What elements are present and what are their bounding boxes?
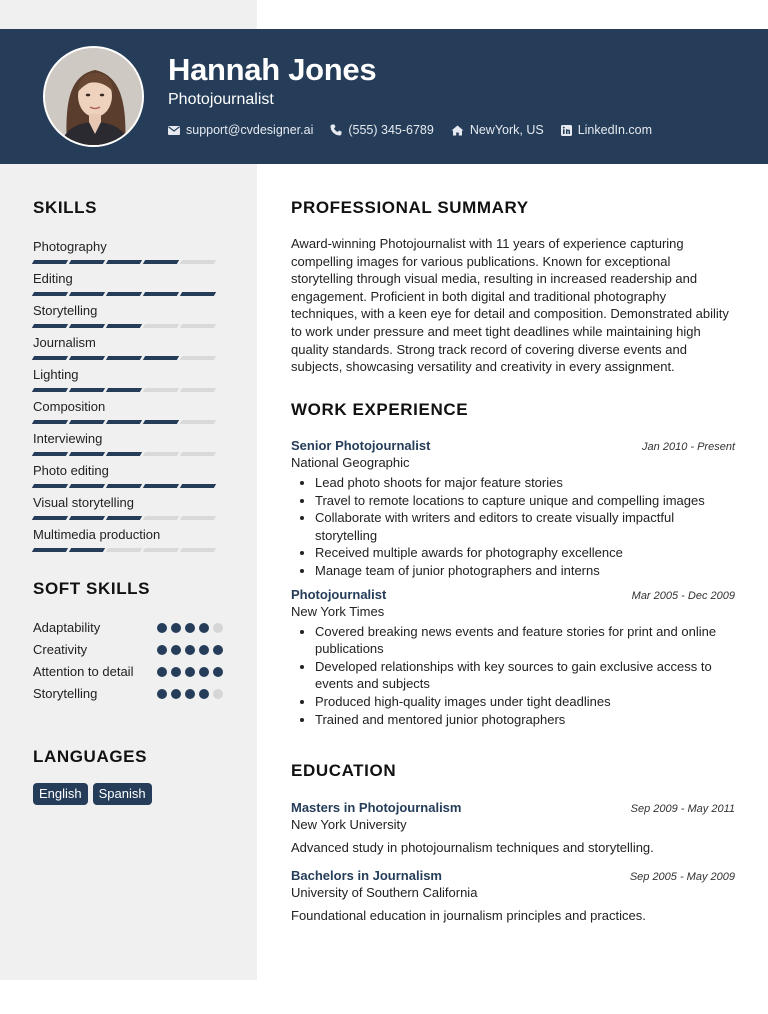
soft-skill-item bbox=[33, 619, 223, 637]
skill-level-segment bbox=[180, 388, 216, 392]
education-description: Foundational education in journalism principles and practices. bbox=[291, 908, 646, 923]
skill-level-segment bbox=[69, 324, 105, 328]
skill-level-segment bbox=[32, 452, 68, 456]
skill-level-segment bbox=[69, 420, 105, 424]
rating-dot bbox=[199, 623, 209, 633]
contact-bar bbox=[168, 123, 669, 137]
rating-dot bbox=[171, 689, 181, 699]
rating-dot bbox=[171, 623, 181, 633]
rating-dot bbox=[157, 645, 167, 655]
education-dates: Sep 2009 - May 2011 bbox=[630, 803, 735, 815]
skill-level-segment bbox=[143, 548, 179, 552]
rating-dot bbox=[213, 689, 223, 699]
soft-skill-item bbox=[33, 685, 223, 703]
skill-label: Multimedia production bbox=[33, 527, 161, 542]
skill-level-segment bbox=[143, 484, 179, 488]
job-company: National Geographic bbox=[291, 455, 410, 470]
portrait-photo bbox=[45, 48, 144, 147]
phone-icon bbox=[330, 124, 342, 136]
skill-level-segment bbox=[143, 356, 179, 360]
job-entry bbox=[291, 587, 735, 729]
skill-level-segment bbox=[180, 260, 216, 264]
education-heading: EDUCATION bbox=[291, 761, 397, 780]
skill-item bbox=[33, 430, 223, 462]
skill-label: Composition bbox=[33, 399, 106, 414]
skill-level-segment bbox=[32, 324, 68, 328]
skill-level-bar bbox=[33, 452, 223, 456]
contact-email[interactable] bbox=[168, 123, 313, 137]
skill-level-segment bbox=[106, 516, 142, 520]
skill-level-segment bbox=[32, 420, 68, 424]
soft-skill-rating bbox=[153, 689, 223, 699]
skill-level-segment bbox=[32, 260, 68, 264]
skill-level-bar bbox=[33, 516, 223, 520]
rating-dot bbox=[213, 623, 223, 633]
skill-level-segment bbox=[106, 292, 142, 296]
experience-section bbox=[291, 400, 735, 728]
skill-label: Interviewing bbox=[33, 431, 103, 446]
language-tag: English bbox=[33, 783, 88, 805]
skill-level-bar bbox=[33, 356, 223, 360]
skill-level-segment bbox=[69, 484, 105, 488]
summary-text: Award-winning Photojournalist with 11 years of experience capturing compelling images for various publications. Known for exceptional storytelling through visual media, resulting in increased readership and engagement. Proficient in both digital and traditional photography techniques, with a keen eye for detail and composition. Demonstrated ability to work under pressure and meet tight deadlines while maintaining high quality standards. Strong track record of covering diverse events and subjects, showcasing versatility and creativity in every assignment. bbox=[291, 236, 729, 375]
skill-level-segment bbox=[143, 452, 179, 456]
contact-phone-text: (555) 345-6789 bbox=[348, 123, 434, 137]
soft-skills-section bbox=[33, 579, 223, 703]
candidate-name: Hannah Jones bbox=[168, 52, 377, 87]
skill-item bbox=[33, 366, 223, 398]
skill-level-segment bbox=[106, 356, 142, 360]
education-degree: Bachelors in Journalism bbox=[291, 868, 442, 883]
skill-level-segment bbox=[69, 452, 105, 456]
job-bullet: • Received multiple awards for photography excellence bbox=[315, 544, 735, 562]
contact-linkedin-text: LinkedIn.com bbox=[577, 123, 653, 137]
home-icon bbox=[451, 125, 464, 136]
job-role: Photojournalist bbox=[291, 586, 387, 602]
skills-list bbox=[33, 238, 223, 558]
skill-item bbox=[33, 302, 223, 334]
skill-label: Visual storytelling bbox=[33, 495, 134, 510]
rating-dot bbox=[157, 623, 167, 633]
job-bullets bbox=[291, 474, 735, 580]
job-dates: Mar 2005 - Dec 2009 bbox=[631, 589, 735, 602]
skills-heading: SKILLS bbox=[33, 198, 98, 217]
education-school: New York University bbox=[291, 817, 407, 832]
contact-linkedin[interactable] bbox=[561, 123, 652, 137]
skill-level-segment bbox=[143, 260, 179, 264]
skill-level-segment bbox=[106, 548, 142, 552]
skill-level-segment bbox=[32, 292, 68, 296]
skill-level-segment bbox=[180, 516, 216, 520]
skill-level-bar bbox=[33, 388, 223, 392]
soft-skills-list bbox=[33, 619, 223, 703]
education-section bbox=[291, 761, 735, 923]
skill-level-segment bbox=[106, 484, 142, 488]
rating-dot bbox=[185, 623, 195, 633]
skill-level-bar bbox=[33, 420, 223, 424]
skill-level-segment bbox=[69, 356, 105, 360]
skill-label: Photo editing bbox=[33, 463, 109, 478]
avatar bbox=[43, 46, 144, 147]
skill-level-bar bbox=[33, 260, 223, 264]
skill-level-segment bbox=[69, 388, 105, 392]
rating-dot bbox=[171, 667, 181, 677]
job-company: New York Times bbox=[291, 603, 385, 619]
skill-label: Journalism bbox=[33, 335, 96, 350]
experience-heading: WORK EXPERIENCE bbox=[291, 400, 469, 419]
skill-level-segment bbox=[143, 388, 179, 392]
skill-level-segment bbox=[32, 388, 68, 392]
skill-label: Storytelling bbox=[33, 303, 98, 318]
skill-label: Photography bbox=[33, 239, 107, 254]
skill-level-segment bbox=[143, 516, 179, 520]
contact-location bbox=[451, 123, 544, 137]
skill-level-bar bbox=[33, 324, 223, 328]
skill-label: Editing bbox=[33, 271, 73, 286]
skill-level-segment bbox=[180, 548, 216, 552]
contact-phone[interactable] bbox=[330, 123, 433, 137]
soft-skills-heading: SOFT SKILLS bbox=[33, 579, 151, 598]
skill-level-segment bbox=[106, 324, 142, 328]
skill-level-segment bbox=[106, 452, 142, 456]
soft-skill-label: Creativity bbox=[33, 642, 88, 657]
skill-level-segment bbox=[180, 292, 216, 296]
language-tag: Spanish bbox=[93, 783, 152, 805]
job-bullet: • Collaborate with writers and editors to create visually impactful storytelling bbox=[315, 509, 735, 544]
summary-section bbox=[291, 198, 735, 376]
skill-item bbox=[33, 462, 223, 494]
summary-heading: PROFESSIONAL SUMMARY bbox=[291, 198, 529, 217]
candidate-title: Photojournalist bbox=[168, 91, 274, 108]
skill-item bbox=[33, 526, 223, 558]
soft-skill-label: Storytelling bbox=[33, 686, 98, 701]
soft-skill-rating bbox=[153, 645, 223, 655]
skill-item bbox=[33, 238, 223, 270]
rating-dot bbox=[171, 645, 181, 655]
rating-dot bbox=[157, 667, 167, 677]
skill-level-segment bbox=[106, 388, 142, 392]
skill-level-segment bbox=[69, 292, 105, 296]
soft-skill-rating bbox=[153, 623, 223, 633]
soft-skill-item bbox=[33, 663, 223, 681]
job-bullets bbox=[291, 623, 735, 729]
skill-item bbox=[33, 398, 223, 430]
education-dates: Sep 2005 - May 2009 bbox=[629, 871, 735, 883]
skill-level-segment bbox=[180, 356, 216, 360]
skill-level-segment bbox=[143, 324, 179, 328]
skill-level-segment bbox=[32, 484, 68, 488]
skill-level-bar bbox=[33, 548, 223, 552]
job-bullet: • Covered breaking news events and feature stories for print and online publications bbox=[315, 623, 735, 658]
skill-level-segment bbox=[32, 516, 68, 520]
soft-skill-label: Attention to detail bbox=[33, 664, 134, 679]
skill-level-segment bbox=[32, 548, 68, 552]
skill-level-segment bbox=[143, 420, 179, 424]
job-dates: Jan 2010 - Present bbox=[642, 441, 735, 453]
skill-item bbox=[33, 494, 223, 526]
languages-heading: LANGUAGES bbox=[33, 747, 148, 766]
job-bullet: • Manage team of junior photographers and interns bbox=[315, 562, 735, 580]
skill-level-segment bbox=[69, 260, 105, 264]
skill-level-segment bbox=[69, 548, 105, 552]
job-bullet: • Travel to remote locations to capture unique and compelling images bbox=[315, 492, 735, 510]
job-bullet: • Developed relationships with key sources to gain exclusive access to events and subjects bbox=[315, 658, 735, 693]
linkedin-icon bbox=[561, 125, 572, 136]
skill-level-segment bbox=[180, 420, 216, 424]
skill-level-segment bbox=[32, 356, 68, 360]
rating-dot bbox=[199, 667, 209, 677]
rating-dot bbox=[157, 689, 167, 699]
skill-level-segment bbox=[106, 260, 142, 264]
soft-skill-rating bbox=[153, 667, 223, 677]
education-degree: Masters in Photojournalism bbox=[291, 800, 462, 815]
skill-level-bar bbox=[33, 484, 223, 488]
contact-location-text: NewYork, US bbox=[469, 123, 544, 137]
rating-dot bbox=[185, 645, 195, 655]
rating-dot bbox=[213, 645, 223, 655]
languages-section bbox=[33, 747, 223, 805]
skill-level-segment bbox=[106, 420, 142, 424]
skill-level-segment bbox=[180, 484, 216, 488]
rating-dot bbox=[185, 667, 195, 677]
skill-level-segment bbox=[180, 324, 216, 328]
rating-dot bbox=[199, 689, 209, 699]
skills-section bbox=[33, 198, 223, 558]
education-description: Advanced study in photojournalism techniques and storytelling. bbox=[291, 840, 654, 855]
language-tags bbox=[33, 783, 223, 805]
skill-level-segment bbox=[69, 516, 105, 520]
skill-level-segment bbox=[143, 292, 179, 296]
job-role: Senior Photojournalist bbox=[291, 438, 431, 453]
envelope-icon bbox=[168, 126, 180, 135]
skill-item bbox=[33, 270, 223, 302]
rating-dot bbox=[185, 689, 195, 699]
job-entry bbox=[291, 438, 735, 580]
job-bullet: • Produced high-quality images under tight deadlines bbox=[315, 693, 735, 711]
soft-skill-item bbox=[33, 641, 223, 659]
skill-label: Lighting bbox=[33, 367, 79, 382]
education-entry bbox=[291, 868, 735, 923]
soft-skill-label: Adaptability bbox=[33, 620, 101, 635]
skill-level-segment bbox=[180, 452, 216, 456]
contact-email-text: support@cvdesigner.ai bbox=[186, 123, 314, 137]
rating-dot bbox=[199, 645, 209, 655]
rating-dot bbox=[213, 667, 223, 677]
skill-item bbox=[33, 334, 223, 366]
education-school: University of Southern California bbox=[291, 885, 478, 900]
education-entry bbox=[291, 800, 735, 855]
skill-level-bar bbox=[33, 292, 223, 296]
job-bullet: • Lead photo shoots for major feature stories bbox=[315, 474, 735, 492]
job-bullet: • Trained and mentored junior photographers bbox=[315, 711, 735, 729]
